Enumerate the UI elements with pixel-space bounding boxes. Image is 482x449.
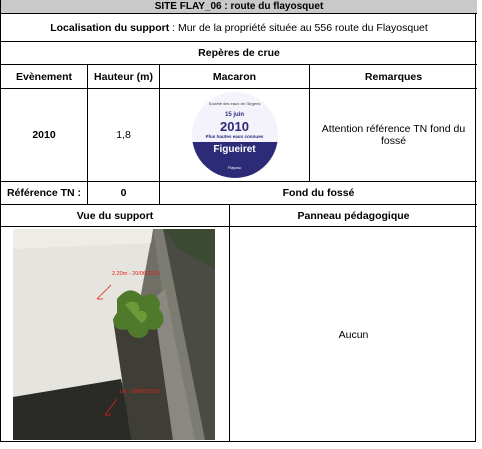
macaron-bottom-text: Flayosc [227,165,242,170]
reference-tn-description: Fond du fossé [282,187,355,199]
macaron-subtitle: Plus hautes eaux connues [205,134,264,139]
panneau-cell: Aucun [338,328,369,341]
cell-evenement: 2010 [1,89,88,181]
localisation-label: Localisation du support [50,21,170,34]
page-title: SITE FLAY_06 : route du flayosquet [1,0,477,14]
photo-cell [1,227,230,442]
header-panneau: Panneau pédagogique [297,209,410,222]
macaron-top-text: Société des eaux de l'Argens [208,101,261,106]
reperes-section-title: Repères de crue [1,42,477,65]
cell-macaron [160,89,310,181]
flood-macaron-badge [192,92,278,178]
localisation-separator: : [169,21,178,34]
photo-annotation-lower: 1m - 20/06/2010 [119,389,160,395]
localisation-row [1,14,477,42]
support-photo [13,229,215,440]
header-hauteur: Hauteur (m) [88,65,160,88]
photo-annotation-upper: 2,20m - 20/06/2010 [112,271,160,277]
photo-row [1,227,477,442]
cell-remarques: Attention référence TN fond du fossé [321,123,466,147]
table-row [1,89,477,182]
localisation-value: Mur de la propriété située au 556 route du Flayosquet [177,21,428,34]
support-photo-illustration [13,229,215,440]
header-vue-support: Vue du support [1,205,230,226]
cell-hauteur: 1,8 [88,89,160,181]
reference-tn-row [1,182,477,205]
table-header-row [1,65,477,89]
header-macaron: Macaron [160,65,310,88]
macaron-date: 15 juin [224,112,244,118]
macaron-name: Figueiret [213,144,256,155]
macaron-year: 2010 [220,119,249,134]
lower-header-row [1,205,477,227]
reference-tn-value: 0 [88,182,160,204]
header-remarques: Remarques [364,70,423,83]
header-evenement: Evènement [1,65,88,88]
reference-tn-label: Référence TN : [1,182,88,204]
